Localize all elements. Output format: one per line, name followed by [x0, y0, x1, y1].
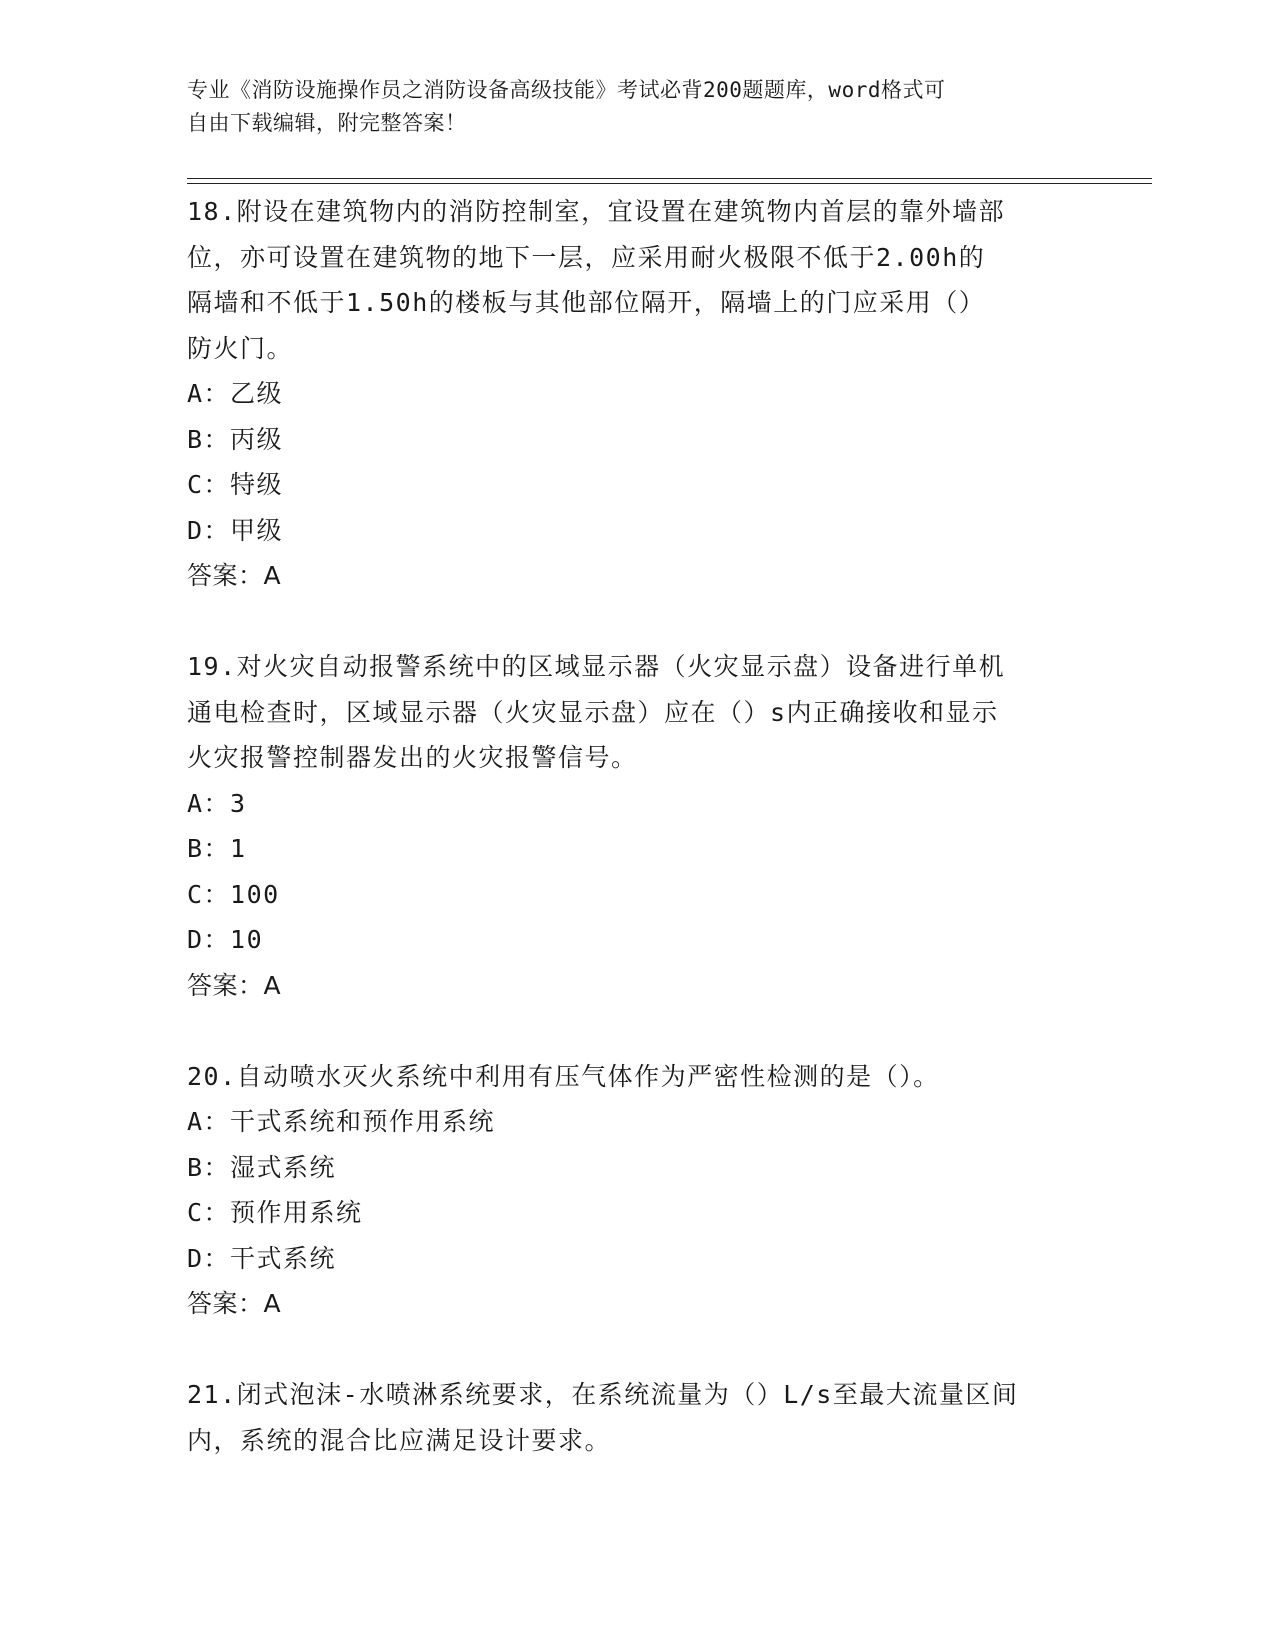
question-text-line: 18.附设在建筑物内的消防控制室，宜设置在建筑物内首层的靠外墙部	[187, 197, 1006, 226]
option-c: C：特级	[187, 470, 284, 499]
question-gap	[187, 1327, 1087, 1373]
question-20	[187, 1054, 1087, 1327]
question-19	[187, 644, 1087, 1008]
question-text-line: 20.自动喷水灭火系统中利用有压气体作为严密性检测的是（）。	[187, 1061, 940, 1091]
question-text-line: 21.闭式泡沫-水喷淋系统要求，在系统流量为（）L/s至最大流量区间	[187, 1380, 1019, 1409]
question-text-line: 防火门。	[187, 333, 294, 363]
question-gap	[187, 599, 1087, 645]
answer: 答案：A	[187, 1289, 282, 1318]
option-b: B：1	[187, 834, 247, 863]
option-d: D：甲级	[187, 515, 284, 545]
question-18	[187, 189, 1087, 599]
question-text-line: 位，亦可设置在建筑物的地下一层，应采用耐火极限不低于2.00h的	[187, 242, 986, 272]
option-c: C：预作用系统	[187, 1198, 363, 1227]
option-b: B：湿式系统	[187, 1152, 337, 1182]
question-text-line: 隔墙和不低于1.50h的楼板与其他部位隔开，隔墙上的门应采用（）	[187, 288, 986, 317]
question-list	[187, 189, 1087, 1463]
question-text-line: 通电检查时，区域显示器（火灾显示盘）应在（）s内正确接收和显示	[187, 697, 999, 727]
header-divider-top	[187, 178, 1152, 179]
header-line: 专业《消防设施操作员之消防设备高级技能》考试必背200题题库，word格式可	[187, 78, 946, 102]
option-a: A：3	[187, 788, 247, 818]
option-a: A：乙级	[187, 379, 284, 408]
header-divider-bottom	[187, 183, 1152, 184]
question-text-line: 内，系统的混合比应满足设计要求。	[187, 1425, 612, 1455]
answer: 答案：A	[187, 970, 282, 1000]
question-gap	[187, 1008, 1087, 1054]
option-a: A：干式系统和预作用系统	[187, 1107, 496, 1136]
option-b: B：丙级	[187, 424, 284, 454]
question-text-line: 火灾报警控制器发出的火灾报警信号。	[187, 743, 638, 772]
answer: 答案：A	[187, 561, 282, 590]
question-text-line: 19.对火灾自动报警系统中的区域显示器（火灾显示盘）设备进行单机	[187, 652, 1006, 681]
header-line: 自由下载编辑，附完整答案！	[187, 111, 467, 135]
option-d: D：10	[187, 925, 264, 954]
question-21	[187, 1372, 1087, 1463]
option-c: C：100	[187, 879, 280, 909]
document-header	[187, 74, 1067, 140]
option-d: D：干式系统	[187, 1243, 337, 1273]
